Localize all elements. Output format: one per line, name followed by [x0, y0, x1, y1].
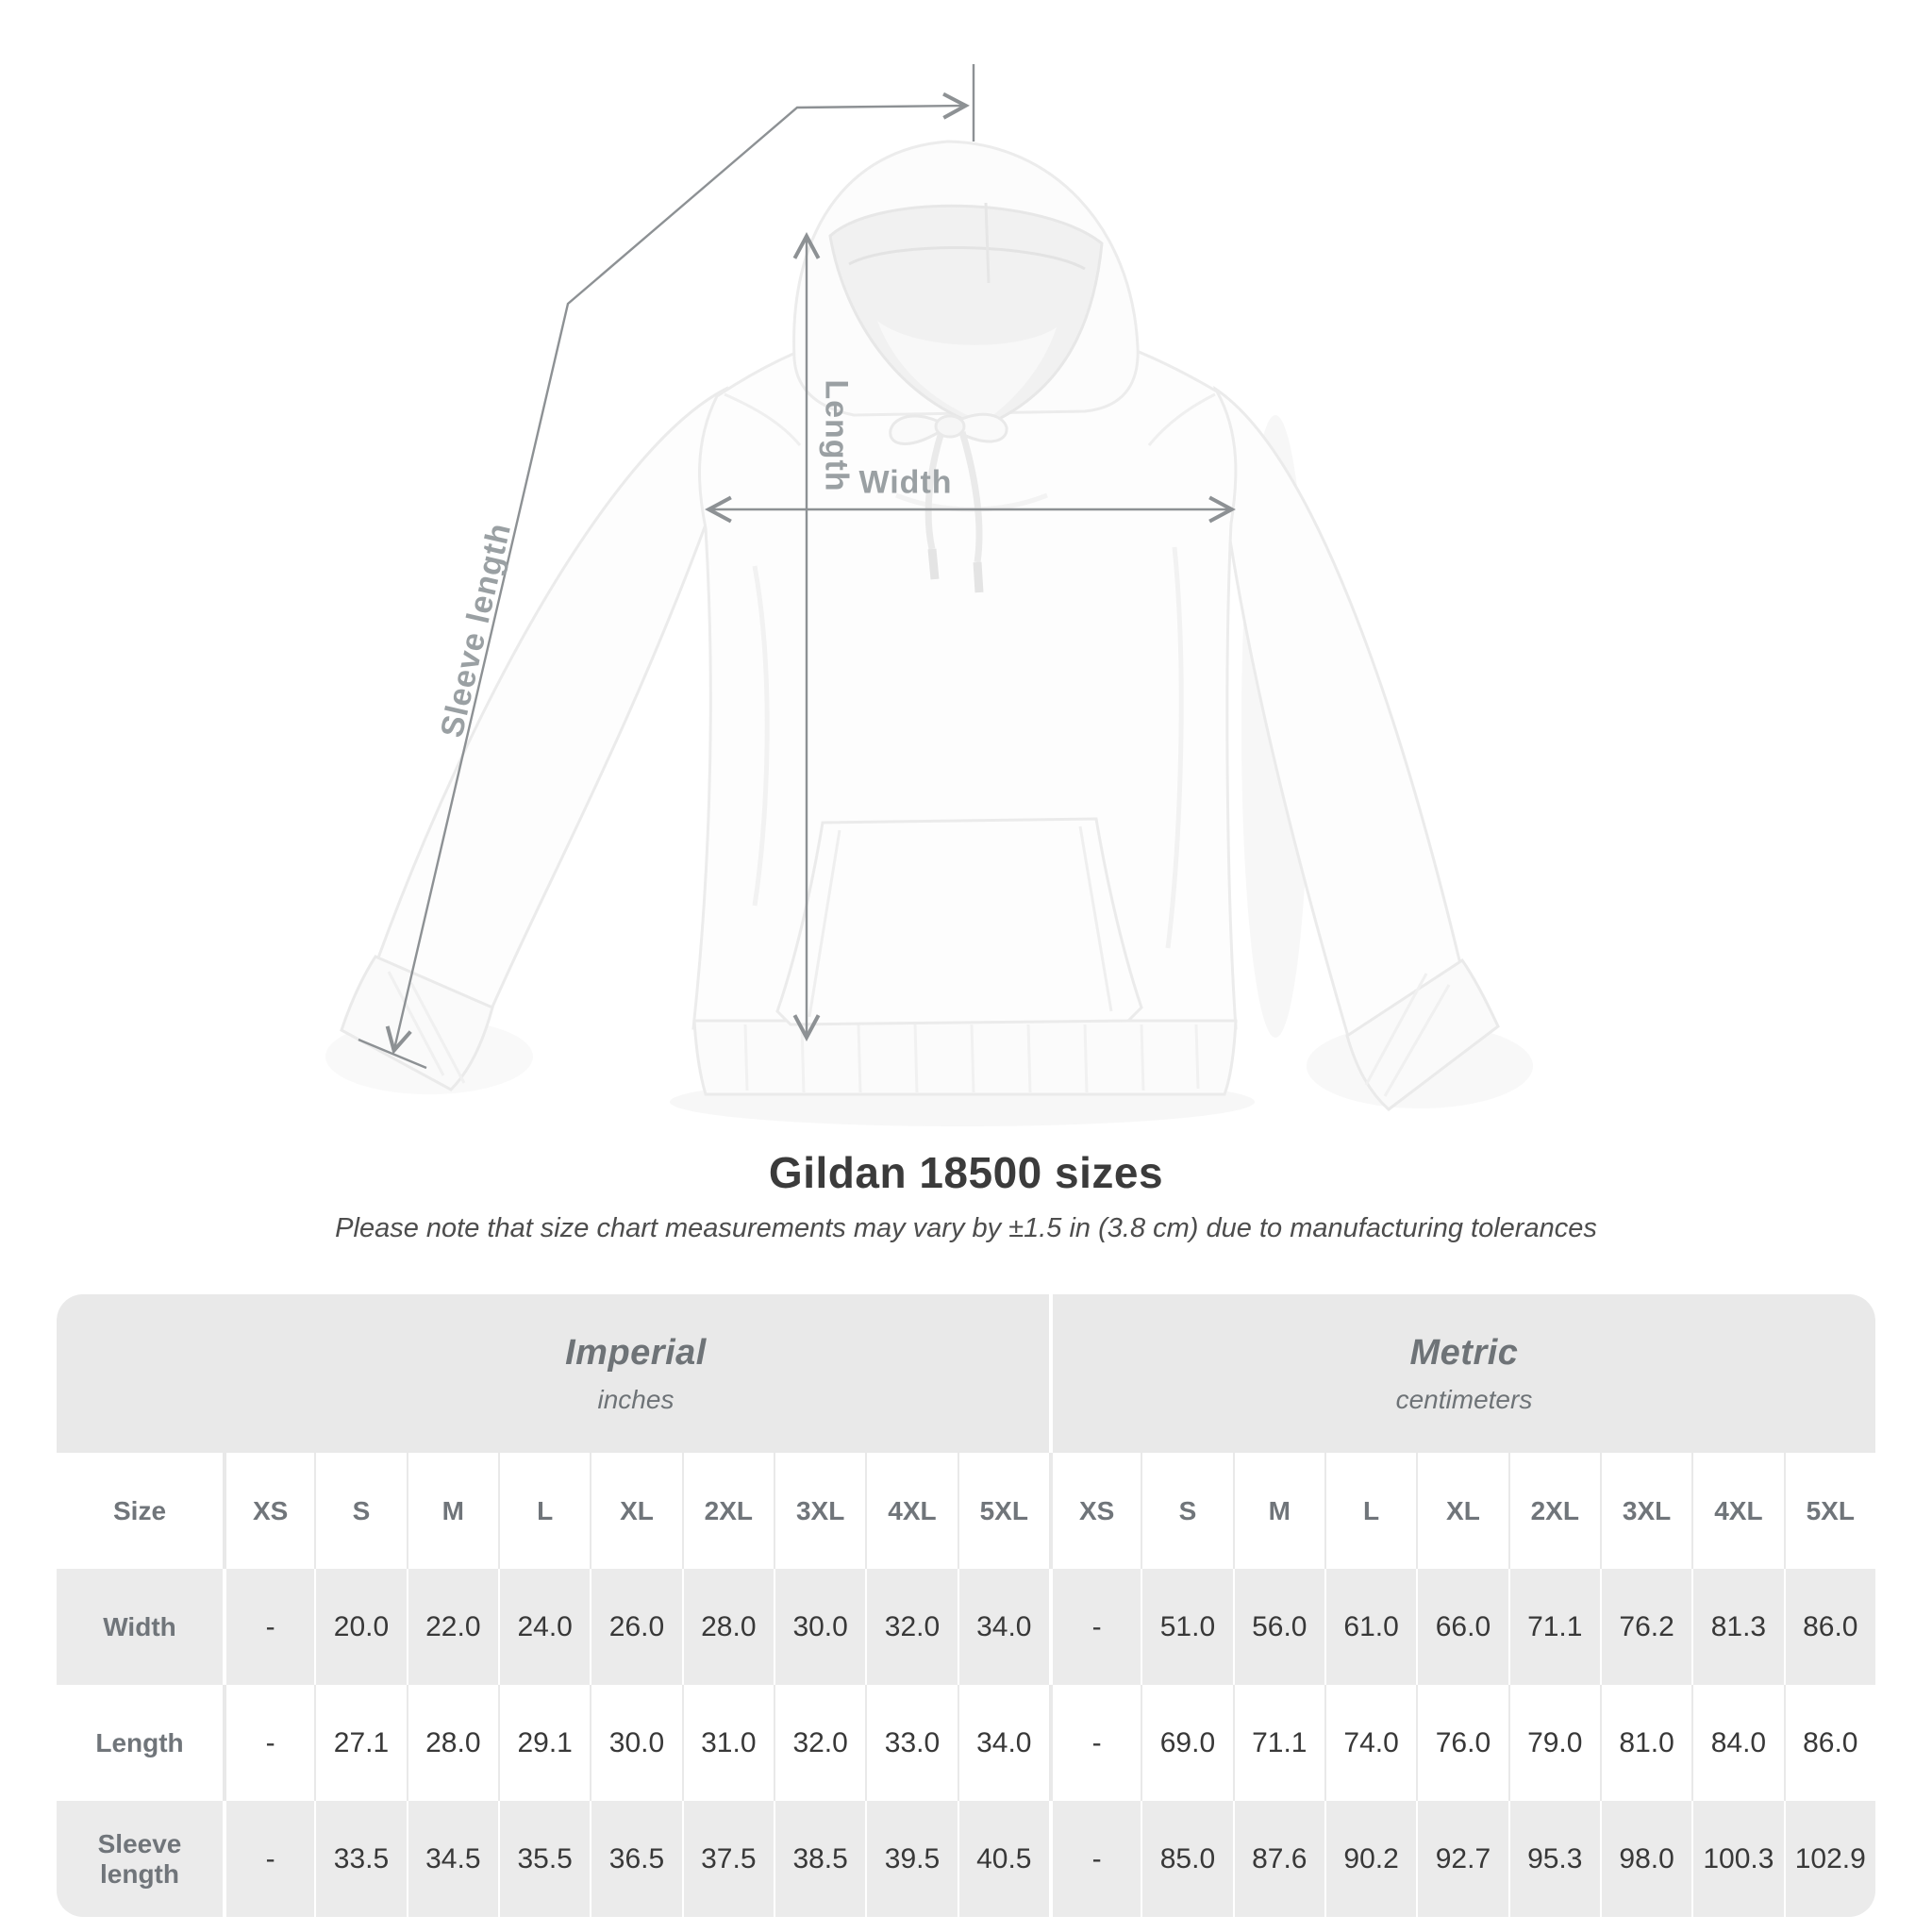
table-cell: -: [223, 1685, 314, 1801]
table-cell: 92.7: [1416, 1801, 1507, 1917]
table-cell: -: [1049, 1569, 1141, 1685]
column-header: 2XL: [682, 1453, 774, 1569]
column-header: XL: [1416, 1453, 1507, 1569]
table-cell: 84.0: [1691, 1685, 1783, 1801]
column-header: 3XL: [774, 1453, 865, 1569]
table-cell: 51.0: [1141, 1569, 1232, 1685]
imperial-unit-label: inches: [597, 1384, 675, 1414]
table-cell: 76.2: [1600, 1569, 1691, 1685]
sleeve-length-row: [57, 1801, 1875, 1917]
table-cell: 66.0: [1416, 1569, 1507, 1685]
table-cell: 27.1: [314, 1685, 406, 1801]
imperial-group-header: [223, 1294, 1049, 1453]
column-header: M: [1233, 1453, 1324, 1569]
table-cell: 79.0: [1508, 1685, 1600, 1801]
size-table: [57, 1294, 1875, 1917]
tolerance-note: Please note that size chart measurements may vary by ±1.5 in (3.8 cm) due to manufacturing tolerances: [335, 1213, 1597, 1243]
table-cell: 30.0: [590, 1685, 681, 1801]
table-cell: 56.0: [1233, 1569, 1324, 1685]
unit-group-header-row: [57, 1294, 1875, 1453]
row-header: Length: [57, 1685, 223, 1801]
column-header: 3XL: [1600, 1453, 1691, 1569]
table-cell: 40.5: [958, 1801, 1049, 1917]
table-cell: 24.0: [498, 1569, 590, 1685]
table-cell: 36.5: [590, 1801, 681, 1917]
table-cell: -: [223, 1801, 314, 1917]
column-header: 5XL: [958, 1453, 1049, 1569]
table-cell: -: [1049, 1685, 1141, 1801]
table-cell: 102.9: [1784, 1801, 1875, 1917]
table-cell: 26.0: [590, 1569, 681, 1685]
table-cell: 38.5: [774, 1801, 865, 1917]
table-cell: 29.1: [498, 1685, 590, 1801]
column-header: L: [498, 1453, 590, 1569]
size-table-container: [57, 1294, 1875, 1917]
size-header-row: [57, 1453, 1875, 1569]
width-measure-label: Width: [858, 464, 953, 501]
imperial-label: Imperial: [565, 1332, 707, 1373]
column-header: XL: [590, 1453, 681, 1569]
metric-label: Metric: [1409, 1332, 1519, 1373]
column-header: S: [314, 1453, 406, 1569]
table-cell: 71.1: [1508, 1569, 1600, 1685]
table-cell: 31.0: [682, 1685, 774, 1801]
column-header: M: [407, 1453, 498, 1569]
table-cell: 20.0: [314, 1569, 406, 1685]
column-header: XS: [1049, 1453, 1141, 1569]
sleeve-length-measure-label: Sleeve length: [433, 519, 519, 741]
size-column-header: Size: [57, 1453, 223, 1569]
table-cell: 30.0: [774, 1569, 865, 1685]
row-header: Width: [57, 1569, 223, 1685]
table-cell: 98.0: [1600, 1801, 1691, 1917]
table-cell: 86.0: [1784, 1569, 1875, 1685]
length-row: [57, 1685, 1875, 1801]
table-cell: 81.3: [1691, 1569, 1783, 1685]
table-cell: 32.0: [774, 1685, 865, 1801]
table-cell: 61.0: [1324, 1569, 1416, 1685]
table-cell: 22.0: [407, 1569, 498, 1685]
table-cell: 28.0: [407, 1685, 498, 1801]
page-title: Gildan 18500 sizes: [768, 1148, 1164, 1197]
table-cell: 76.0: [1416, 1685, 1507, 1801]
width-row: [57, 1569, 1875, 1685]
table-cell: 85.0: [1141, 1801, 1232, 1917]
table-cell: 28.0: [682, 1569, 774, 1685]
table-cell: 39.5: [865, 1801, 957, 1917]
length-measure-label: Length: [818, 379, 855, 492]
metric-unit-label: centimeters: [1395, 1384, 1533, 1414]
column-header: L: [1324, 1453, 1416, 1569]
column-header: 4XL: [865, 1453, 957, 1569]
table-cell: -: [1049, 1801, 1141, 1917]
table-cell: 81.0: [1600, 1685, 1691, 1801]
table-cell: 100.3: [1691, 1801, 1783, 1917]
table-cell: 35.5: [498, 1801, 590, 1917]
group-header-spacer: [57, 1294, 223, 1453]
table-cell: 71.1: [1233, 1685, 1324, 1801]
table-cell: 95.3: [1508, 1801, 1600, 1917]
table-cell: 74.0: [1324, 1685, 1416, 1801]
table-cell: 33.0: [865, 1685, 957, 1801]
table-cell: 34.5: [407, 1801, 498, 1917]
table-cell: -: [223, 1569, 314, 1685]
table-cell: 90.2: [1324, 1801, 1416, 1917]
table-cell: 37.5: [682, 1801, 774, 1917]
table-cell: 69.0: [1141, 1685, 1232, 1801]
table-cell: 32.0: [865, 1569, 957, 1685]
table-cell: 33.5: [314, 1801, 406, 1917]
row-header: Sleeve length: [57, 1801, 223, 1917]
column-header: 4XL: [1691, 1453, 1783, 1569]
table-cell: 34.0: [958, 1569, 1049, 1685]
column-header: 5XL: [1784, 1453, 1875, 1569]
metric-group-header: [1049, 1294, 1875, 1453]
table-cell: 86.0: [1784, 1685, 1875, 1801]
table-cell: 87.6: [1233, 1801, 1324, 1917]
column-header: S: [1141, 1453, 1232, 1569]
table-cell: 34.0: [958, 1685, 1049, 1801]
column-header: 2XL: [1508, 1453, 1600, 1569]
column-header: XS: [223, 1453, 314, 1569]
